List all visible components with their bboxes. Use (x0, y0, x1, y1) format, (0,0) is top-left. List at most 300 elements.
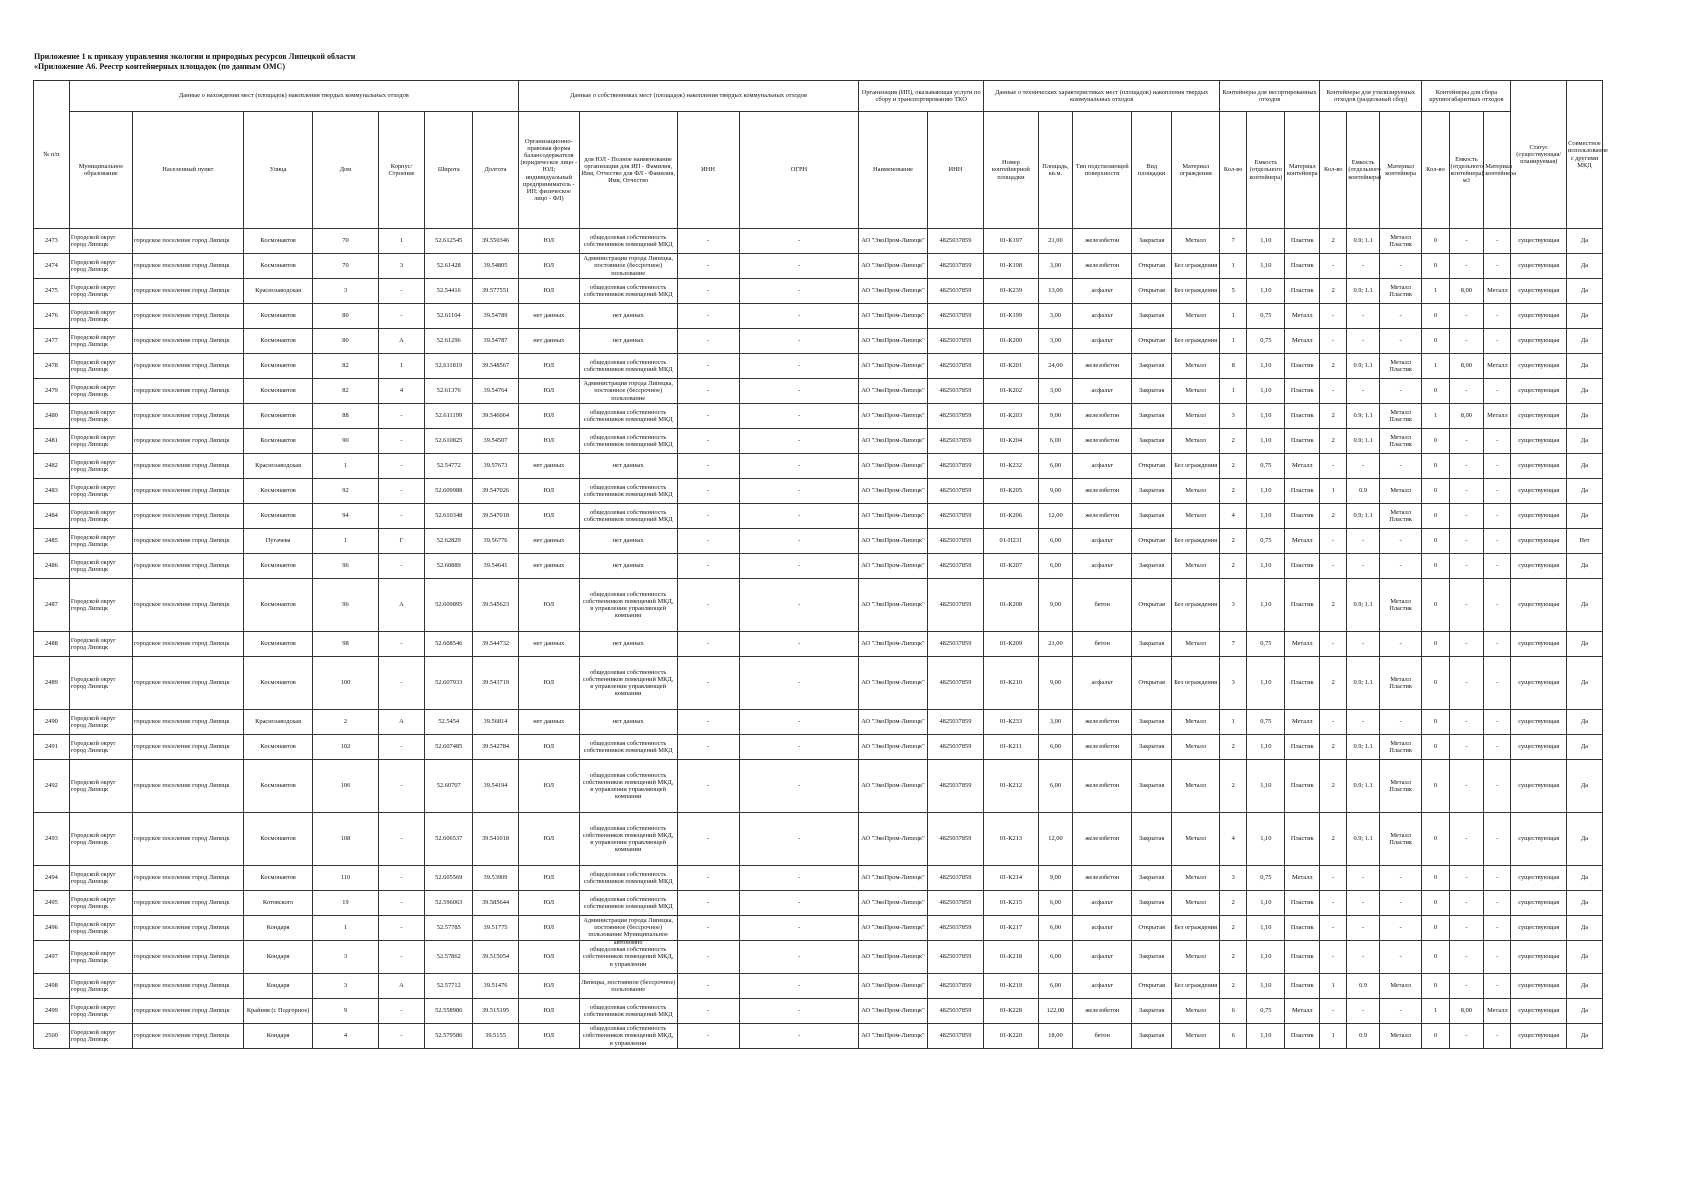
table-cell: 0 (1422, 657, 1449, 710)
table-cell: - (739, 379, 859, 404)
table-cell: Пластик (1285, 504, 1320, 529)
table-cell: Металл (1172, 404, 1220, 429)
table-cell: существующая (1511, 974, 1566, 999)
col-header-4: Корпус/Строение (378, 112, 425, 229)
table-cell: Металл Пластик (1379, 429, 1421, 454)
owner-name-text: Администрация города Липецка, постоянное (бессрочное) пользование (583, 380, 674, 402)
table-cell: Открытая (1132, 254, 1172, 279)
table-cell: 2 (313, 710, 378, 735)
table-cell: Городской округ город Липецк (69, 710, 132, 735)
table-cell: 52.606537 (425, 813, 473, 866)
table-cell: Городской округ город Липецк (69, 379, 132, 404)
table-cell: существующая (1511, 254, 1566, 279)
table-cell: АО "ЭкоПром-Липецк" (859, 454, 927, 479)
table-cell: 0,75 (1247, 304, 1285, 329)
table-row (34, 554, 1603, 579)
table-cell: 2483 (34, 479, 70, 504)
table-cell: 4825037859 (927, 866, 984, 891)
table-row (34, 454, 1603, 479)
table-cell: Закрытая (1132, 304, 1172, 329)
table-cell: существующая (1511, 354, 1566, 379)
table-cell: 2476 (34, 304, 70, 329)
table-cell: 0.9; 1.1 (1347, 404, 1380, 429)
table-cell: Пластик (1285, 554, 1320, 579)
table-cell: Да (1566, 813, 1602, 866)
table-cell: Открытая (1132, 657, 1172, 710)
table-cell: Металл (1172, 735, 1220, 760)
table-cell: асфальт (1073, 941, 1132, 974)
table-cell: 0.9; 1.1 (1347, 229, 1380, 254)
table-cell: Металл (1172, 813, 1220, 866)
table-cell: - (739, 916, 859, 941)
table-cell (579, 529, 677, 554)
table-cell: АО "ЭкоПром-Липецк" (859, 1024, 927, 1049)
table-cell: 2 (1220, 479, 1247, 504)
table-cell: 0 (1422, 1024, 1449, 1049)
table-cell: 21,00 (1038, 229, 1073, 254)
table-cell: 39.515195 (473, 999, 519, 1024)
table-cell: Закрытая (1132, 710, 1172, 735)
table-cell: 2 (1320, 354, 1347, 379)
table-cell: Закрытая (1132, 379, 1172, 404)
table-cell: 39.54194 (473, 760, 519, 813)
table-cell: - (1320, 916, 1347, 941)
table-cell: 0 (1422, 916, 1449, 941)
table-cell: 52.611819 (425, 354, 473, 379)
table-cell: 01-К233 (984, 710, 1038, 735)
table-cell: - (677, 454, 739, 479)
table-cell: 9,00 (1038, 479, 1073, 504)
table-cell: - (1347, 329, 1380, 354)
table-cell: 82 (313, 354, 378, 379)
table-cell: ЮЛ (518, 579, 579, 632)
table-cell: - (1449, 735, 1484, 760)
owner-name-text: общедолевая собственность собственников помещений МКД (583, 739, 673, 754)
table-cell: бетон (1073, 632, 1132, 657)
table-cell: Без ограждения (1172, 974, 1220, 999)
table-cell: Да (1566, 632, 1602, 657)
table-cell: Металл (1285, 329, 1320, 354)
table-cell: - (1484, 579, 1511, 632)
owner-name-text: нет данных (612, 312, 644, 320)
table-cell: городское поселение город Липецк (132, 404, 243, 429)
table-cell: 39.547018 (473, 504, 519, 529)
table-cell: Городской округ город Липецк (69, 454, 132, 479)
table-cell: 8 (1220, 354, 1247, 379)
table-cell: 2 (1320, 579, 1347, 632)
table-cell: 2 (1220, 941, 1247, 974)
table-cell: Космонавтов (243, 354, 313, 379)
table-cell: 1,10 (1247, 404, 1285, 429)
table-cell: существующая (1511, 304, 1566, 329)
table-cell: 52.579586 (425, 1024, 473, 1049)
table-cell (579, 999, 677, 1024)
table-cell: - (677, 999, 739, 1024)
table-cell: 0 (1422, 304, 1449, 329)
table-cell: 4825037859 (927, 329, 984, 354)
table-cell: Городской округ город Липецк (69, 554, 132, 579)
table-cell: городское поселение город Липецк (132, 504, 243, 529)
table-cell: АО "ЭкоПром-Липецк" (859, 760, 927, 813)
table-cell: Металл (1285, 304, 1320, 329)
table-cell: Пластик (1285, 254, 1320, 279)
table-cell: железобетон (1073, 866, 1132, 891)
table-cell: 2481 (34, 429, 70, 454)
col-header-6: Долгота (473, 112, 519, 229)
table-cell: - (739, 760, 859, 813)
document-header (34, 52, 355, 72)
table-cell: - (677, 657, 739, 710)
table-cell: 52.596063 (425, 891, 473, 916)
table-cell: ЮЛ (518, 735, 579, 760)
table-cell: Без ограждения (1172, 916, 1220, 941)
table-cell: 2488 (34, 632, 70, 657)
table-cell: 0.9; 1.1 (1347, 429, 1380, 454)
table-cell: 0,75 (1247, 454, 1285, 479)
table-cell: 52.61104 (425, 304, 473, 329)
table-cell: 2 (1320, 504, 1347, 529)
table-cell: 52.610348 (425, 504, 473, 529)
table-cell: городское поселение город Липецк (132, 454, 243, 479)
table-cell: 52.611199 (425, 404, 473, 429)
table-cell: Космонавтов (243, 229, 313, 254)
table-cell: Пластик (1285, 354, 1320, 379)
table-cell: 2 (1320, 657, 1347, 710)
table-cell: - (378, 735, 425, 760)
table-cell: 2492 (34, 760, 70, 813)
table-cell: асфальт (1073, 974, 1132, 999)
table-cell: АО "ЭкоПром-Липецк" (859, 735, 927, 760)
table-cell: Закрытая (1132, 866, 1172, 891)
col-header-8: для ЮЛ - Полное наименование организации для ИП - Фамилия, Имя, Отчество для ФЛ - Фамилия, Имя, Отчество (579, 112, 677, 229)
table-cell: - (1449, 941, 1484, 974)
table-row (34, 479, 1603, 504)
table-cell: - (1449, 254, 1484, 279)
table-cell: ЮЛ (518, 479, 579, 504)
table-cell: Металл (1484, 279, 1511, 304)
table-cell: асфальт (1073, 891, 1132, 916)
col-header-status: Статус (существующая/ планируемая) (1511, 81, 1566, 229)
table-cell: 7 (1220, 229, 1247, 254)
owner-name-text: общедолевая собственность собственников помещений МКД (583, 508, 673, 523)
table-cell: Закрытая (1132, 941, 1172, 974)
table-cell: ЮЛ (518, 354, 579, 379)
table-cell: Да (1566, 916, 1602, 941)
table-cell: 9,00 (1038, 404, 1073, 429)
table-cell: нет данных (518, 529, 579, 554)
table-row (34, 891, 1603, 916)
table-cell: - (1449, 974, 1484, 999)
table-cell: Да (1566, 657, 1602, 710)
table-cell: 52.609895 (425, 579, 473, 632)
table-cell: - (1347, 304, 1380, 329)
table-cell: Городской округ город Липецк (69, 974, 132, 999)
table-cell: - (677, 941, 739, 974)
table-cell (579, 229, 677, 254)
table-cell: Космонавтов (243, 632, 313, 657)
table-cell (579, 710, 677, 735)
table-cell: 01-К212 (984, 760, 1038, 813)
owner-name-text: общедолевая собственность собственников помещений МКД, в управлении управляющей компании (582, 824, 674, 854)
table-cell: 0 (1422, 254, 1449, 279)
table-cell: 4825037859 (927, 1024, 984, 1049)
col-header-22: Емкость (отдельного контейнера) (1347, 112, 1380, 229)
table-cell: 0.9; 1.1 (1347, 760, 1380, 813)
table-cell: 2474 (34, 254, 70, 279)
table-cell: 52.609988 (425, 479, 473, 504)
document-title-line-1: Приложение 1 к приказу управления экологии и природных ресурсов Липецкой области (34, 52, 356, 61)
document-title-line-2: «Приложение А6. Реестр контейнерных площадок (по данным ОМС) (34, 62, 285, 71)
table-cell: 80 (313, 304, 378, 329)
table-cell: Космонавтов (243, 304, 313, 329)
table-cell: 4825037859 (927, 429, 984, 454)
table-cell: - (739, 529, 859, 554)
table-cell: А (378, 710, 425, 735)
table-cell: Да (1566, 735, 1602, 760)
table-cell: 39.51476 (473, 974, 519, 999)
table-cell: существующая (1511, 429, 1566, 454)
table-cell: 52.54416 (425, 279, 473, 304)
table-cell: городское поселение город Липецк (132, 866, 243, 891)
table-cell: 2499 (34, 999, 70, 1024)
table-cell: Городской округ город Липецк (69, 760, 132, 813)
table-cell: городское поселение город Липецк (132, 254, 243, 279)
table-cell: - (1320, 379, 1347, 404)
table-row (34, 1024, 1603, 1049)
table-cell: ЮЛ (518, 657, 579, 710)
table-cell: существующая (1511, 279, 1566, 304)
owner-name-text: общедолевая собственность собственников помещений МКД (583, 233, 673, 248)
table-cell (579, 916, 677, 946)
table-cell: - (378, 813, 425, 866)
table-cell: - (1379, 554, 1421, 579)
table-cell: городское поселение город Липецк (132, 279, 243, 304)
owner-name-text: Администрация города Липецка, постоянное (бессрочное) пользование (583, 255, 674, 277)
table-cell: 1 (1220, 379, 1247, 404)
table-cell: 4825037859 (927, 354, 984, 379)
table-cell: асфальт (1073, 554, 1132, 579)
col-header-3: Дом (313, 112, 378, 229)
table-cell: 3 (1220, 579, 1247, 632)
table-cell: 52.607933 (425, 657, 473, 710)
table-cell: 4825037859 (927, 254, 984, 279)
table-cell: АО "ЭкоПром-Липецк" (859, 479, 927, 504)
table-cell: 01-К218 (984, 941, 1038, 974)
table-cell: - (1320, 529, 1347, 554)
col-header-20: Материал контейнера (1285, 112, 1320, 229)
table-cell: Городской округ город Липецк (69, 657, 132, 710)
table-cell: АО "ЭкоПром-Липецк" (859, 404, 927, 429)
table-cell: Металл (1379, 974, 1421, 999)
col-header-14: Площадь, кв.м. (1038, 112, 1073, 229)
table-cell: - (739, 710, 859, 735)
table-cell: железобетон (1073, 479, 1132, 504)
table-cell: 52.61428 (425, 254, 473, 279)
table-cell: 01-К210 (984, 657, 1038, 710)
table-cell: - (1347, 379, 1380, 404)
table-cell: существующая (1511, 579, 1566, 632)
table-cell: 2478 (34, 354, 70, 379)
table-cell: АО "ЭкоПром-Липецк" (859, 354, 927, 379)
table-cell: 0,75 (1247, 529, 1285, 554)
table-cell: АО "ЭкоПром-Липецк" (859, 529, 927, 554)
table-cell (579, 354, 677, 379)
table-cell: Котовского (243, 891, 313, 916)
table-cell: Космонавтов (243, 760, 313, 813)
table-cell: Городской округ город Липецк (69, 916, 132, 941)
table-cell: 1,10 (1247, 229, 1285, 254)
table-cell: асфальт (1073, 379, 1132, 404)
table-cell: Пластик (1285, 891, 1320, 916)
table-cell: 1,10 (1247, 354, 1285, 379)
table-cell: существующая (1511, 735, 1566, 760)
table-cell: 0.9 (1347, 1024, 1380, 1049)
table-cell: Закрытая (1132, 760, 1172, 813)
table-cell: 39.51775 (473, 916, 519, 941)
table-cell: 108 (313, 813, 378, 866)
table-cell (579, 579, 677, 632)
table-cell: 0.9; 1.1 (1347, 504, 1380, 529)
table-cell: - (1347, 941, 1380, 974)
table-cell: - (677, 760, 739, 813)
table-cell: 2491 (34, 735, 70, 760)
table-cell: 0 (1422, 866, 1449, 891)
table-cell: - (378, 1024, 425, 1049)
table-cell: 39.577551 (473, 279, 519, 304)
table-cell: - (739, 279, 859, 304)
table-row (34, 632, 1603, 657)
table-cell: существующая (1511, 891, 1566, 916)
table-cell: 1,10 (1247, 479, 1285, 504)
table-cell: - (1484, 554, 1511, 579)
table-cell: 4825037859 (927, 479, 984, 504)
table-cell: - (739, 504, 859, 529)
table-cell: Космонавтов (243, 554, 313, 579)
table-cell: Кондаря (243, 916, 313, 941)
table-cell: 9,00 (1038, 579, 1073, 632)
table-cell: - (1320, 304, 1347, 329)
table-cell: - (677, 813, 739, 866)
table-cell: 0 (1422, 454, 1449, 479)
table-cell: - (1379, 454, 1421, 479)
table-cell: - (739, 735, 859, 760)
table-cell: Металл (1172, 354, 1220, 379)
group-header-location: Данные о нахождении мест (площадок) накопления твердых коммунальных отходов (69, 81, 518, 112)
table-cell: 1 (1422, 404, 1449, 429)
table-cell: АО "ЭкоПром-Липецк" (859, 279, 927, 304)
table-cell: Закрытая (1132, 554, 1172, 579)
col-header-19: Емкость (отдельного контейнера) (1247, 112, 1285, 229)
table-cell: 4825037859 (927, 657, 984, 710)
table-cell: городское поселение город Липецк (132, 379, 243, 404)
table-cell: 6,00 (1038, 916, 1073, 941)
table-cell: АО "ЭкоПром-Липецк" (859, 974, 927, 999)
table-cell: Без ограждения (1172, 657, 1220, 710)
table-cell: 39.54641 (473, 554, 519, 579)
table-cell: 3 (1220, 866, 1247, 891)
table-cell: ЮЛ (518, 504, 579, 529)
table-cell: 1,10 (1247, 974, 1285, 999)
table-cell (579, 891, 677, 916)
table-cell: - (1484, 813, 1511, 866)
table-row (34, 304, 1603, 329)
table-cell: - (677, 916, 739, 941)
table-cell: существующая (1511, 229, 1566, 254)
table-cell: ЮЛ (518, 229, 579, 254)
table-cell: существующая (1511, 813, 1566, 866)
table-cell: 3 (378, 254, 425, 279)
col-header-24: Кол-во (1422, 112, 1449, 229)
table-row (34, 429, 1603, 454)
table-cell: 0 (1422, 504, 1449, 529)
table-cell: 01-К239 (984, 279, 1038, 304)
table-cell: Городской округ город Липецк (69, 866, 132, 891)
table-cell: 2 (1220, 429, 1247, 454)
table-cell: ЮЛ (518, 891, 579, 916)
table-cell: 01-К207 (984, 554, 1038, 579)
table-cell: Пластик (1285, 579, 1320, 632)
table-cell: Пластик (1285, 429, 1320, 454)
table-cell: Без ограждения (1172, 279, 1220, 304)
table-cell: 1 (378, 354, 425, 379)
table-cell: Металл Пластик (1379, 657, 1421, 710)
table-cell: Городской округ город Липецк (69, 735, 132, 760)
table-cell: 2 (1220, 454, 1247, 479)
table-cell: железобетон (1073, 813, 1132, 866)
table-cell: Металл (1285, 632, 1320, 657)
table-cell: Металл (1172, 632, 1220, 657)
table-cell: 52.607485 (425, 735, 473, 760)
table-cell: 39.53909 (473, 866, 519, 891)
table-cell: 2 (1320, 429, 1347, 454)
table-cell: Да (1566, 1024, 1602, 1049)
table-cell: 1 (1320, 1024, 1347, 1049)
table-cell: - (1449, 554, 1484, 579)
table-cell: 106 (313, 760, 378, 813)
table-cell: АО "ЭкоПром-Липецк" (859, 229, 927, 254)
table-cell: Закрытая (1132, 429, 1172, 454)
table-cell: - (1449, 866, 1484, 891)
owner-name-text: общедолевая собственность собственников помещений МКД, в управлении (582, 946, 674, 968)
table-cell: - (739, 866, 859, 891)
table-cell: городское поселение город Липецк (132, 891, 243, 916)
table-cell: ЮЛ (518, 1024, 579, 1049)
table-cell: - (378, 429, 425, 454)
table-cell: - (1449, 504, 1484, 529)
table-cell: 2487 (34, 579, 70, 632)
table-cell: 4825037859 (927, 504, 984, 529)
owner-name-text: общедолевая собственность собственников помещений МКД (583, 895, 673, 910)
owner-name-text: нет данных (612, 537, 644, 545)
table-cell: 01-К202 (984, 379, 1038, 404)
table-cell: 1 (378, 229, 425, 254)
table-cell: Металл Пластик (1379, 504, 1421, 529)
table-cell: 01-К211 (984, 735, 1038, 760)
table-cell: Металл Пластик (1379, 579, 1421, 632)
table-cell: Пластик (1285, 813, 1320, 866)
table-cell: Пластик (1285, 916, 1320, 941)
table-cell: городское поселение город Липецк (132, 710, 243, 735)
table-cell: - (1320, 866, 1347, 891)
table-cell (579, 760, 677, 813)
table-cell: Городской округ город Липецк (69, 504, 132, 529)
table-cell: 90 (313, 429, 378, 454)
table-cell: - (378, 941, 425, 974)
col-header-1: Населенный пункт (132, 112, 243, 229)
table-cell: Открытая (1132, 529, 1172, 554)
table-cell: - (378, 479, 425, 504)
table-cell: железобетон (1073, 504, 1132, 529)
